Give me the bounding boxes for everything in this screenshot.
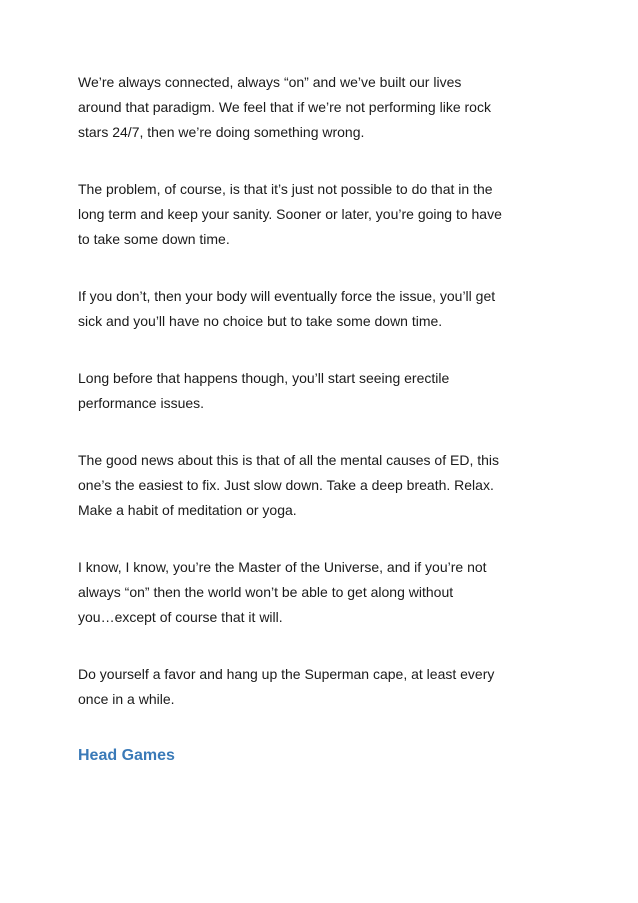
paragraph-superman-cape: Do yourself a favor and hang up the Superman cape, at least every once in a while.: [78, 666, 495, 707]
paragraph-body-force: If you don’t, then your body will eventually force the issue, you’ll get sick and you’ll have no choice but to take some down time.: [78, 288, 496, 329]
paragraph-problem: The problem, of course, is that it’s just not possible to do that in the long term and keep your sanity. Sooner or later, you’re going to have to take some down time.: [78, 181, 502, 247]
paragraph-always-connected: We’re always connected, always “on” and we’ve built our lives around that paradigm. We feel that if we’re not performing like rock stars 24/7, then we’re doing something wrong.: [78, 74, 491, 140]
paragraph-master-universe: I know, I know, you’re the Master of the Universe, and if you’re not always “on” then the world won’t be able to get along without you…except of course that it will.: [78, 559, 487, 625]
section-heading: Head Games: [78, 747, 175, 764]
paragraph-performance-issues: Long before that happens though, you’ll start seeing erectile performance issues.: [78, 370, 450, 411]
paragraph-good-news: The good news about this is that of all the mental causes of ED, this one’s the easiest to fix. Just slow down. Take a deep breath. Relax. Make a habit of meditation or yoga.: [78, 452, 500, 518]
document-body: [78, 70, 568, 768]
